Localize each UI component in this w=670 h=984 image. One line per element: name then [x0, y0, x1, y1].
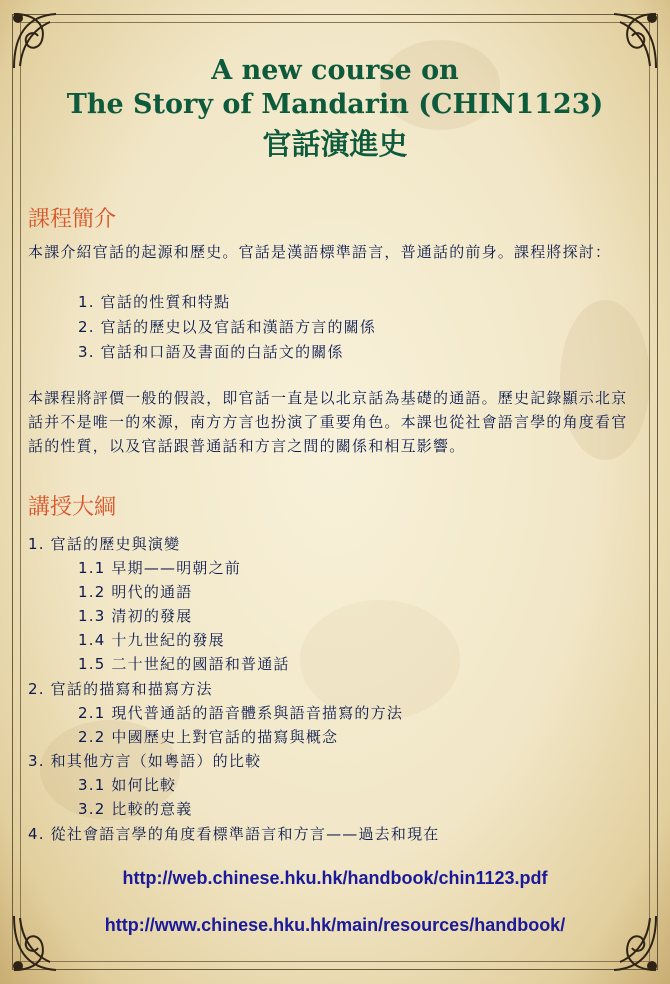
outline-line: 2. 官話的描寫和描寫方法	[28, 680, 213, 698]
outline-line: 2.1 現代普通話的語音體系與語音描寫的方法	[78, 704, 404, 722]
intro-paragraph: 本課介紹官話的起源和歷史。官話是漢語標準語言，普通話的前身。課程將探討：	[28, 243, 612, 261]
outline-line: 1.1 早期——明朝之前	[78, 559, 242, 577]
handbook-index-link[interactable]: http://www.chinese.hku.hk/main/resources/handbook/	[104, 915, 566, 935]
outline-line: 2.2 中國歷史上對官話的描寫與概念	[78, 728, 339, 746]
intro-item: 1. 官話的性質和特點	[78, 293, 231, 311]
title-line-1: A new course on	[211, 55, 459, 86]
handbook-pdf-link[interactable]: http://web.chinese.hku.hk/handbook/chin1123.pdf	[122, 868, 548, 888]
outline-line: 1.2 明代的通語	[78, 583, 193, 601]
intro-item: 2. 官話的歷史以及官話和漢語方言的關係	[78, 318, 377, 336]
intro-item: 3. 官話和口語及書面的白話文的關係	[78, 343, 344, 361]
intro-paragraph-2: 本課程將評價一般的假設，即官話一直是以北京話為基礎的通語。歷史記錄顯示北京話并不是唯一的來源，南方方言也扮演了重要角色。本課也從社會語言學的角度看官話的性質，以及官話跟普通話和方言之間的關係和相互影響。	[28, 389, 628, 455]
outline-line: 1. 官話的歷史與演變	[28, 535, 181, 553]
title-chinese: 官話演進史	[262, 127, 408, 161]
outline-line: 1.5 二十世紀的國語和普通話	[78, 655, 290, 673]
title-line-2: The Story of Mandarin (CHIN1123)	[66, 89, 604, 120]
outline-line: 1.3 清初的發展	[78, 607, 193, 625]
intro-heading: 課程簡介	[28, 207, 117, 232]
outline-heading: 講授大綱	[28, 495, 117, 520]
outline-line: 3.2 比較的意義	[78, 800, 193, 818]
outline-line: 4. 從社會語言學的角度看標準語言和方言——過去和現在	[28, 825, 440, 843]
outline-line: 3. 和其他方言（如粵語）的比較	[28, 752, 262, 770]
outline-line: 1.4 十九世紀的發展	[78, 631, 225, 649]
outline-line: 3.1 如何比較	[78, 776, 177, 794]
